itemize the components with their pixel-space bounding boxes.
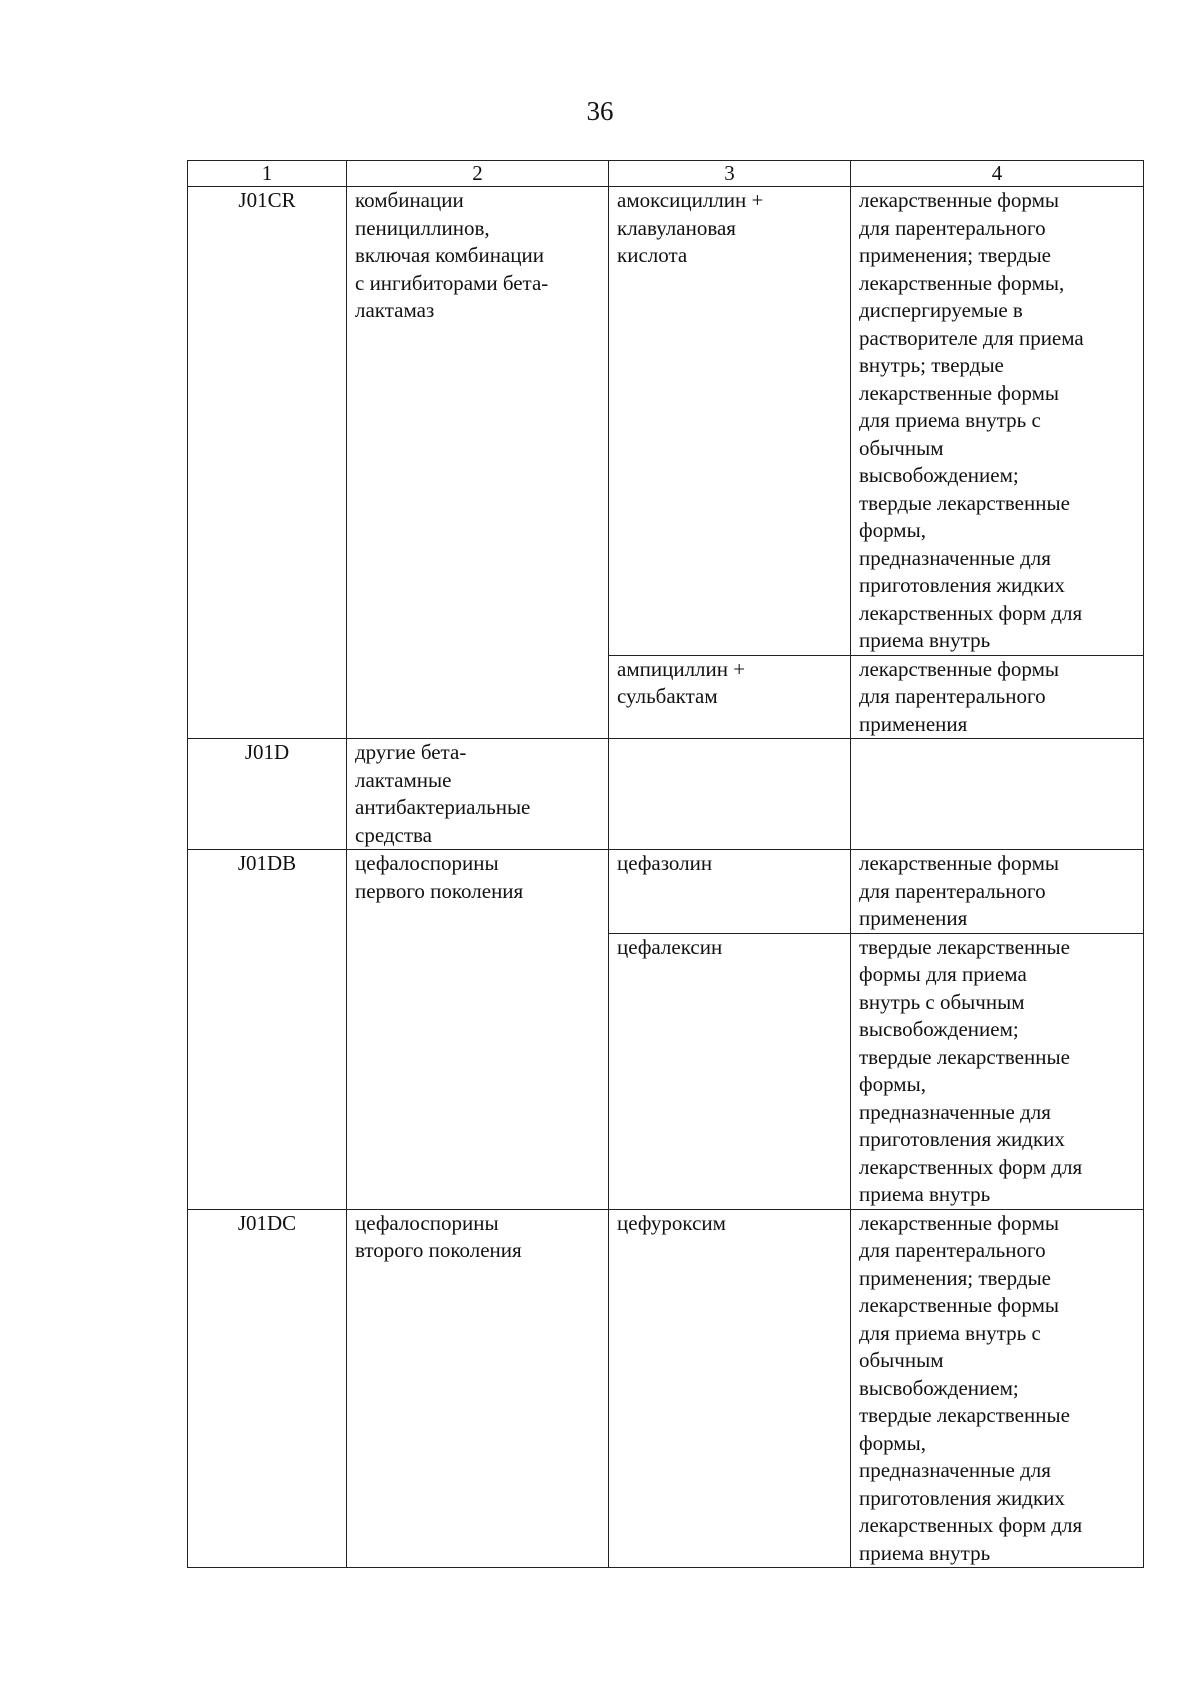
group-name: цефалоспорины второго поколения xyxy=(355,1210,522,1262)
drug-cell xyxy=(609,187,851,656)
dosage-forms: лекарственные формы для парентерального применения xyxy=(859,656,1059,736)
atc-code: J01D xyxy=(244,740,290,764)
atc-code-cell xyxy=(188,739,347,850)
drug-cell xyxy=(609,1209,851,1568)
drug-name: цефуроксим xyxy=(617,1210,726,1235)
group-cell xyxy=(347,739,609,850)
atc-code: J01DB xyxy=(237,851,297,875)
group-cell xyxy=(347,850,609,1210)
group-name: цефалоспорины первого поколения xyxy=(355,851,524,903)
forms-cell xyxy=(851,1209,1144,1568)
group-cell xyxy=(347,1209,609,1568)
group-name: другие бета- лактамные антибактериальные средства xyxy=(355,740,531,847)
drug-cell xyxy=(609,655,851,739)
column-header: 1 xyxy=(188,161,347,187)
table-row xyxy=(188,739,1144,850)
group-cell xyxy=(347,187,609,739)
column-header: 3 xyxy=(609,161,851,187)
drug-name: цефазолин xyxy=(617,851,713,875)
dosage-forms: лекарственные формы для парентерального применения; твердые лекарственные формы для приема внутрь с обычным высвобождением; твердые лекарственные формы, предназначенные для приготовления жидких лекарственных форм для приема внутрь xyxy=(859,1210,1083,1565)
drug-table xyxy=(187,160,1144,1568)
atc-code: J01CR xyxy=(238,188,296,212)
table-row xyxy=(188,187,1144,656)
drug-name: цефалексин xyxy=(617,934,723,959)
group-name: комбинации пенициллинов, включая комбинации с ингибиторами бета- лактамаз xyxy=(355,188,549,322)
atc-code-cell xyxy=(188,187,347,739)
column-header: 4 xyxy=(851,161,1144,187)
page-number: 36 xyxy=(586,96,614,126)
dosage-forms: твердые лекарственные формы для приема внутрь с обычным высвобождением; твердые лекарственные формы, предназначенные для приготовления жидких лекарственных форм для приема внутрь xyxy=(859,934,1083,1206)
forms-cell xyxy=(851,933,1144,1209)
table-header-row xyxy=(188,161,1144,187)
column-header: 2 xyxy=(347,161,609,187)
drug-cell xyxy=(609,850,851,934)
forms-cell xyxy=(851,850,1144,934)
forms-cell xyxy=(851,187,1144,656)
atc-code-cell xyxy=(188,850,347,1210)
table-row xyxy=(188,850,1144,934)
atc-code-cell xyxy=(188,1209,347,1568)
forms-cell xyxy=(851,739,1144,850)
atc-code: J01DC xyxy=(237,1210,297,1235)
forms-cell xyxy=(851,655,1144,739)
drug-name: ампициллин + сульбактам xyxy=(617,656,746,708)
drug-cell xyxy=(609,933,851,1209)
drug-name: амоксициллин + клавулановая кислота xyxy=(617,188,764,267)
table-row xyxy=(188,1209,1144,1568)
dosage-forms: лекарственные формы для парентерального применения; твердые лекарственные формы, диспергируемые в растворителе для приема внутрь; твердые лекарственные формы для приема внутрь с обычным высвобождением; твердые лекарственные формы, предназначенные для приготовления жидких лекарственных форм для приема внутрь xyxy=(859,188,1084,652)
dosage-forms: лекарственные формы для парентерального применения xyxy=(859,851,1059,930)
drug-cell xyxy=(609,739,851,850)
